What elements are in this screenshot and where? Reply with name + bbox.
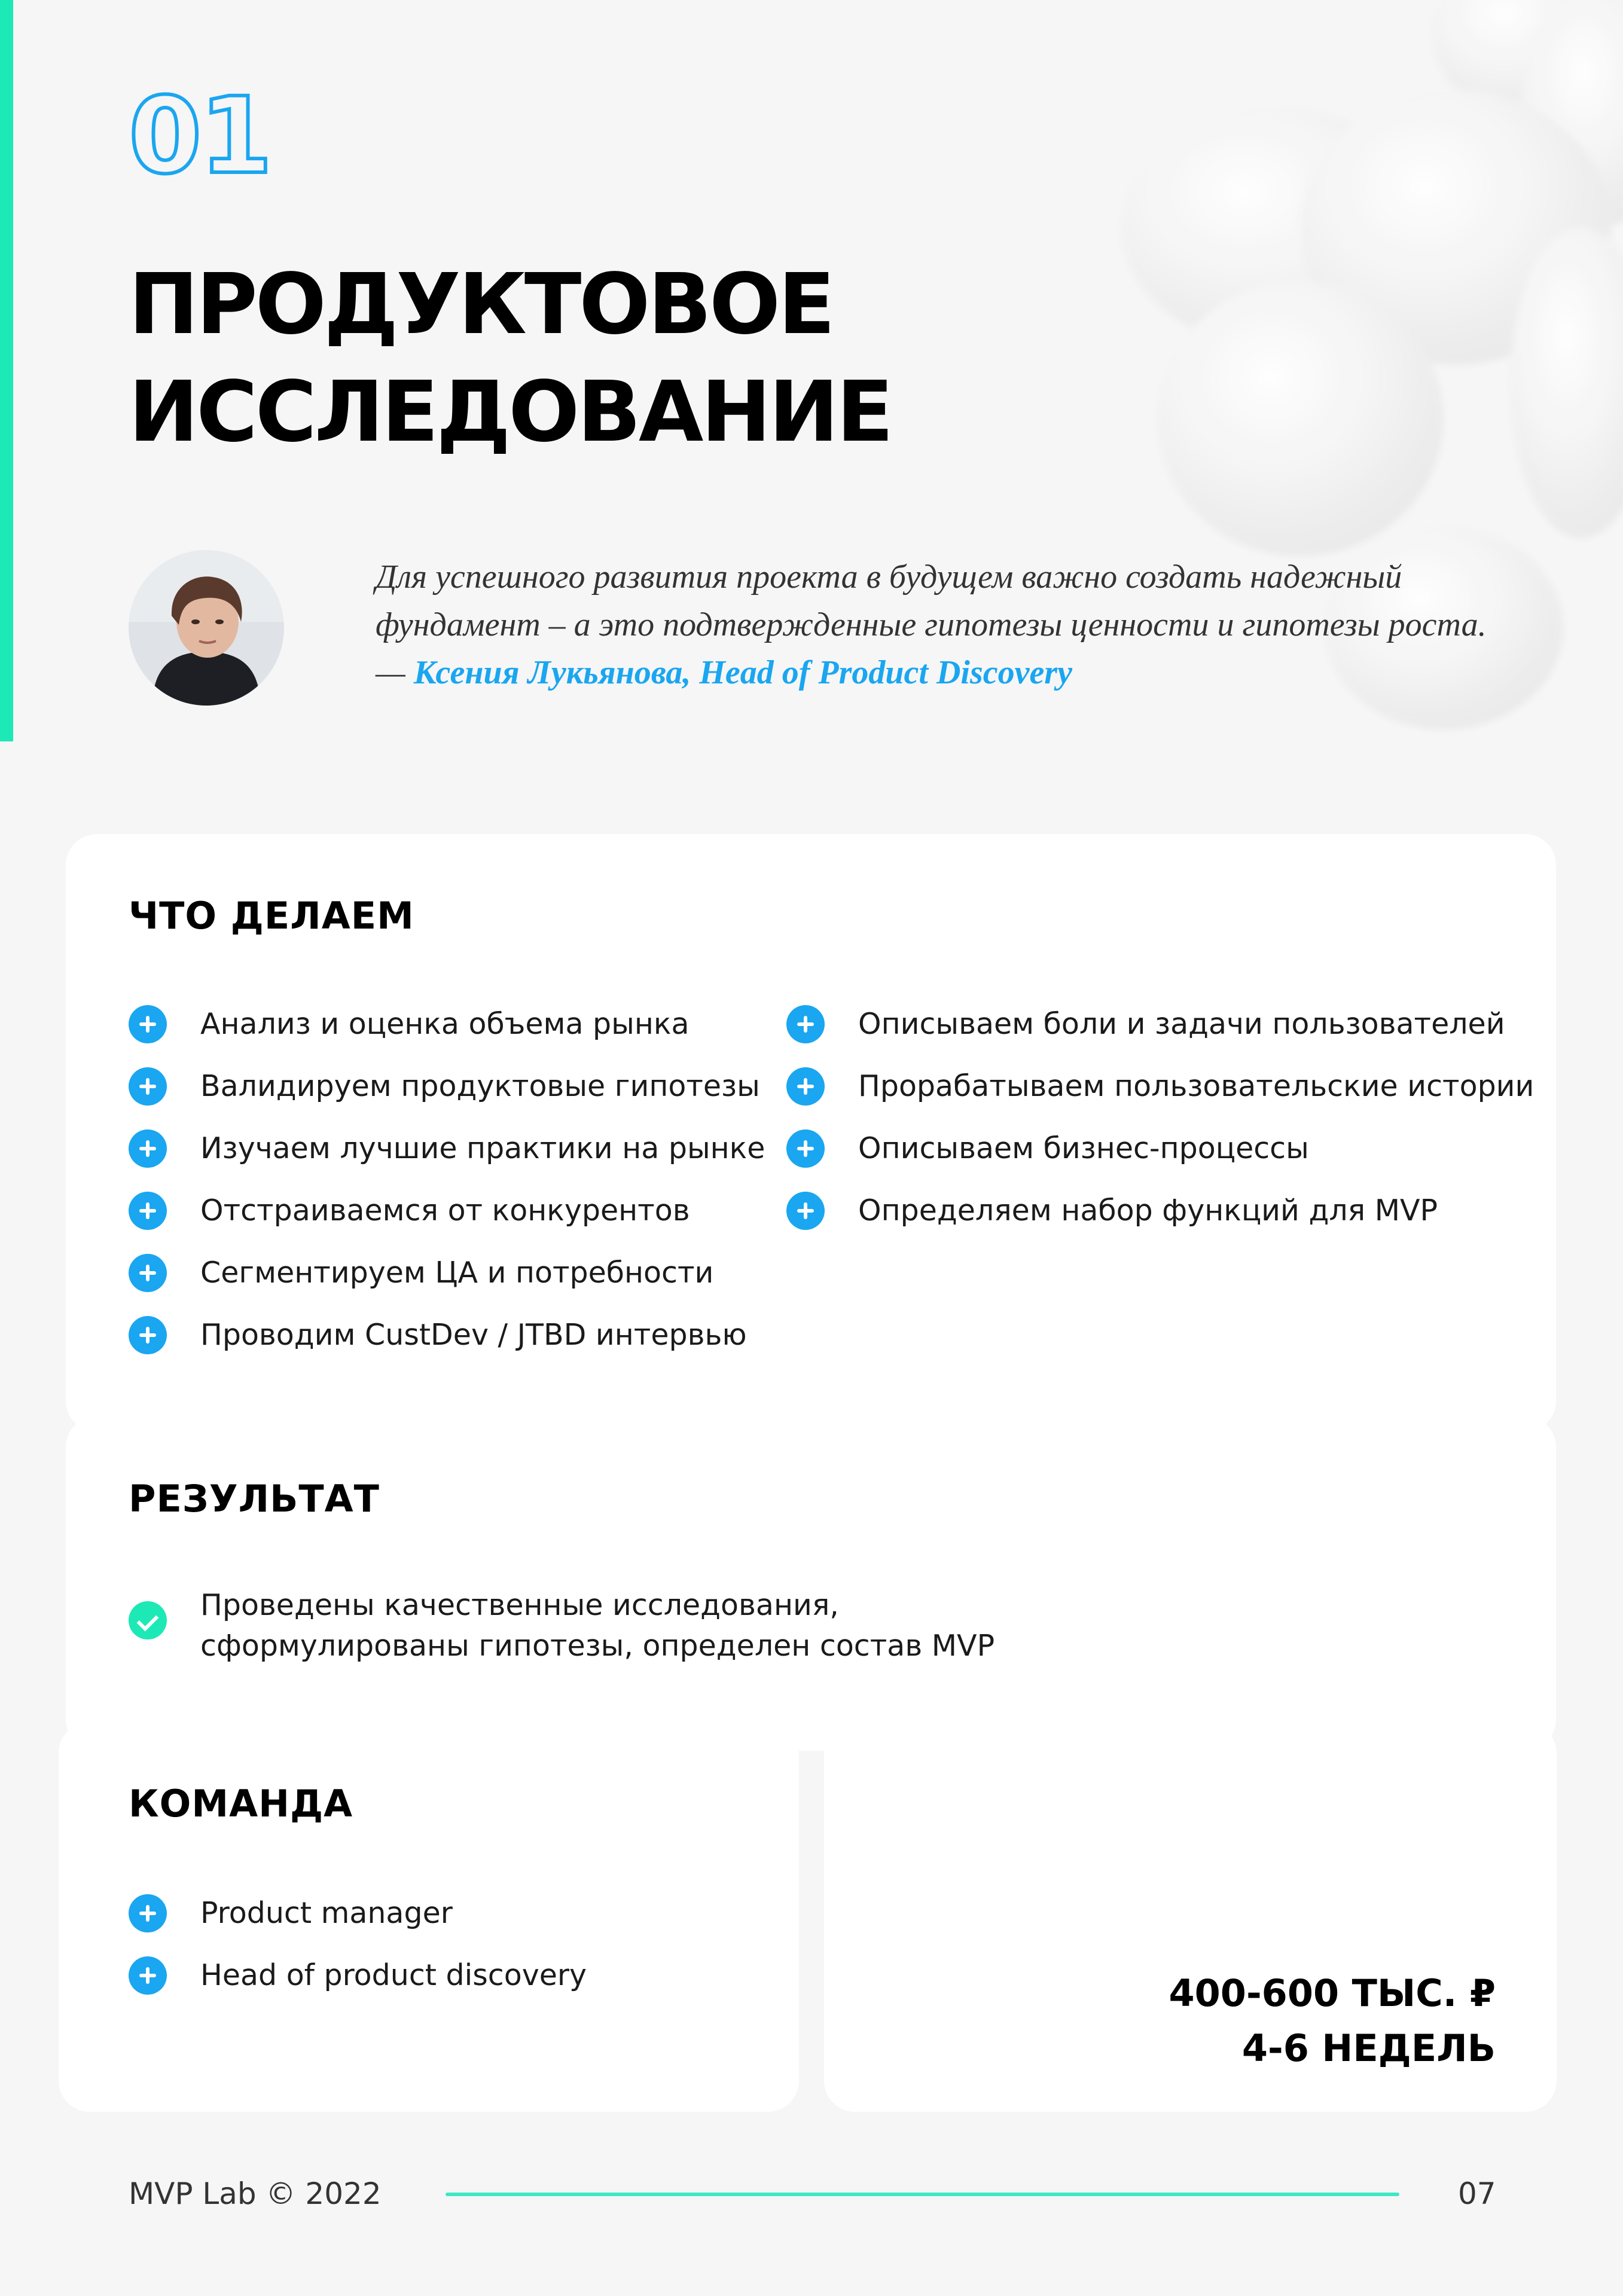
quote-text: Для успешного развития проекта в будущем важно создать надежный фундамент – а это подтвержденные гипотезы ценности и гипотезы роста. —: [376, 558, 1487, 691]
result-line1: Проведены качественные исследования,: [200, 1588, 839, 1622]
list-item: [129, 1254, 765, 1316]
plus-icon: [129, 1129, 167, 1168]
plus-icon: [786, 1129, 825, 1168]
list-item: [786, 1192, 1534, 1254]
price: 400-600 ТЫС. ₽: [1169, 1971, 1496, 2015]
check-icon: [129, 1601, 167, 1639]
list-item: [129, 1316, 765, 1378]
team-card: [59, 1722, 799, 2112]
team-heading: КОМАНДА: [129, 1782, 353, 1825]
section-number: 01: [129, 75, 270, 197]
plus-icon: [129, 1956, 167, 1995]
list-item-label: Описываем боли и задачи пользователей: [858, 1007, 1505, 1041]
list-item: [129, 1005, 765, 1067]
list-item: [129, 1894, 587, 1956]
what-we-do-card: [66, 834, 1556, 1432]
page-title-line1: ПРОДУКТОВОЕ: [129, 256, 833, 353]
avatar-photo: [129, 550, 284, 706]
plus-icon: [129, 1067, 167, 1106]
list-item: [129, 1956, 587, 2019]
list-item-label: Описываем бизнес-процессы: [858, 1131, 1309, 1165]
what-we-do-left-list: [129, 1005, 765, 1378]
list-item-label: Отстраиваемся от конкурентов: [200, 1193, 690, 1228]
result-heading: РЕЗУЛЬТАТ: [129, 1477, 380, 1521]
list-item-label: Проводим CustDev / JTBD интервью: [200, 1318, 747, 1352]
quote-author: Ксения Лукьянова, Head of Product Discovery: [413, 654, 1072, 691]
plus-icon: [129, 1192, 167, 1230]
result-line2: сформулированы гипотезы, определен состав MVP: [200, 1629, 995, 1663]
result-text: [200, 1585, 1456, 1666]
plus-icon: [786, 1192, 825, 1230]
page-title-line2: ИССЛЕДОВАНИЕ: [129, 364, 892, 461]
list-item-label: Product manager: [200, 1896, 453, 1930]
plus-icon: [786, 1067, 825, 1106]
what-we-do-heading: ЧТО ДЕЛАЕМ: [129, 894, 414, 938]
plus-icon: [129, 1894, 167, 1932]
duration: 4-6 НЕДЕЛЬ: [1241, 2026, 1496, 2070]
page-number: 07: [1458, 2176, 1496, 2211]
list-item-label: Сегментируем ЦА и потребности: [200, 1256, 714, 1290]
list-item-label: Изучаем лучшие практики на рынке: [200, 1131, 765, 1165]
list-item: [786, 1129, 1534, 1192]
what-we-do-right-list: [786, 1005, 1534, 1254]
page-title: [129, 251, 891, 466]
list-item-label: Head of product discovery: [200, 1958, 587, 1992]
list-item: [786, 1005, 1534, 1067]
list-item: [129, 1129, 765, 1192]
plus-icon: [129, 1005, 167, 1043]
list-item-label: Анализ и оценка объема рынка: [200, 1007, 690, 1041]
list-item-label: Определяем набор функций для MVP: [858, 1193, 1438, 1228]
list-item-label: Валидируем продуктовые гипотезы: [200, 1069, 760, 1103]
list-item: [129, 1192, 765, 1254]
pricing-card: [824, 1722, 1557, 2112]
team-list: [129, 1894, 587, 2019]
quote: [376, 553, 1506, 697]
accent-bar: [0, 0, 13, 741]
author-avatar: [129, 550, 284, 706]
footer-divider: [446, 2193, 1399, 2196]
plus-icon: [786, 1005, 825, 1043]
pricing-block: [1169, 1966, 1496, 2076]
list-item: [129, 1067, 765, 1129]
list-item: [786, 1067, 1534, 1129]
list-item-label: Прорабатываем пользовательские истории: [858, 1069, 1534, 1103]
plus-icon: [129, 1316, 167, 1354]
result-card: [66, 1416, 1556, 1751]
footer-copyright: MVP Lab © 2022: [129, 2176, 382, 2211]
plus-icon: [129, 1254, 167, 1292]
